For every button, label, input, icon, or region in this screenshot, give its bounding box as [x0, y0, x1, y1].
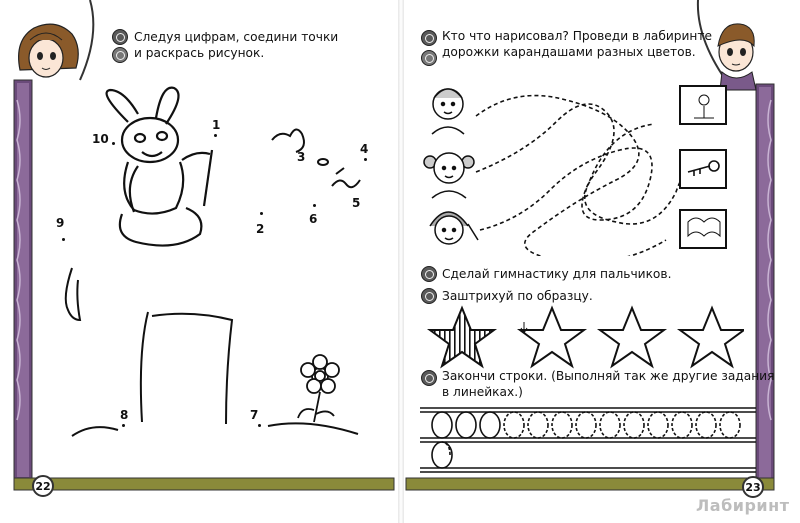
- lines-instruction-line1: Закончи строки. (Выполняй так же другие задания: [442, 369, 775, 383]
- left-page-number: 22: [32, 475, 54, 497]
- dot-number-7: 7: [250, 408, 259, 422]
- lines-instruction-line2: в линейках.): [442, 385, 523, 399]
- girl-kerchief-face-icon: [430, 212, 478, 244]
- shading-instruction: [442, 288, 593, 304]
- eye-task-icon: [421, 30, 437, 46]
- maze-instruction-line2: дорожки карандашами разных цветов.: [442, 45, 696, 59]
- maze-instruction: [442, 28, 712, 60]
- dot-number-8: 8: [120, 408, 129, 422]
- dot-number-4: 4: [360, 142, 369, 156]
- hatch-task-icon: [421, 288, 437, 304]
- flower-icon: [298, 355, 339, 422]
- maze-instruction-line1: Кто что нарисовал? Проведи в лабиринте: [442, 29, 712, 43]
- dot-2: [260, 212, 263, 215]
- ovals-row-2: [432, 442, 452, 468]
- star-outline-3: [680, 308, 744, 366]
- pencil-task-icon-2: [421, 50, 437, 66]
- watermark-text: Лабиринт: [696, 496, 790, 515]
- dot-10: [112, 142, 115, 145]
- dot-9: [62, 238, 65, 241]
- gymnastics-instruction-text: Сделай гимнастику для пальчиков.: [442, 267, 672, 281]
- maze-area: [404, 76, 734, 256]
- dot-number-1: 1: [212, 118, 221, 132]
- dot-number-6: 6: [309, 212, 318, 226]
- star-outline-2: [600, 308, 664, 366]
- hand-task-icon: [421, 266, 437, 282]
- star-outline-1: [520, 308, 584, 366]
- dot-number-3: 3: [297, 150, 306, 164]
- boy-face-icon: [432, 89, 464, 134]
- dot-number-9: 9: [56, 216, 65, 230]
- lines-instruction: [442, 368, 774, 400]
- dot-7: [258, 424, 261, 427]
- ovals-row-1: [432, 412, 740, 438]
- dot-number-2: 2: [256, 222, 265, 236]
- rabbit-icon: [107, 88, 212, 246]
- writing-lines: [420, 404, 756, 476]
- stars-row: [424, 304, 744, 370]
- dot-number-5: 5: [352, 196, 361, 210]
- right-page-number: 23: [742, 476, 764, 498]
- maze-paths: [476, 96, 706, 256]
- dot-8: [122, 424, 125, 427]
- dot-6: [313, 204, 316, 207]
- girl-pigtails-face-icon: [424, 153, 474, 198]
- dot-number-10: 10: [92, 132, 109, 146]
- gymnastics-instruction: [442, 266, 671, 282]
- shading-instruction-text: Заштрихуй по образцу.: [442, 289, 593, 303]
- star-shaded-sample: [430, 308, 494, 366]
- dot-4: [364, 158, 367, 161]
- book-picture-icon: [680, 210, 726, 248]
- dot-1: [214, 134, 217, 137]
- left-instruction-line1: Следуя цифрам, соедини точки: [134, 30, 339, 44]
- left-instruction-line2: и раскрась рисунок.: [134, 46, 265, 60]
- key-picture-icon: [680, 150, 726, 188]
- flower-picture-icon: [680, 86, 726, 124]
- pencil-task-icon-3: [421, 370, 437, 386]
